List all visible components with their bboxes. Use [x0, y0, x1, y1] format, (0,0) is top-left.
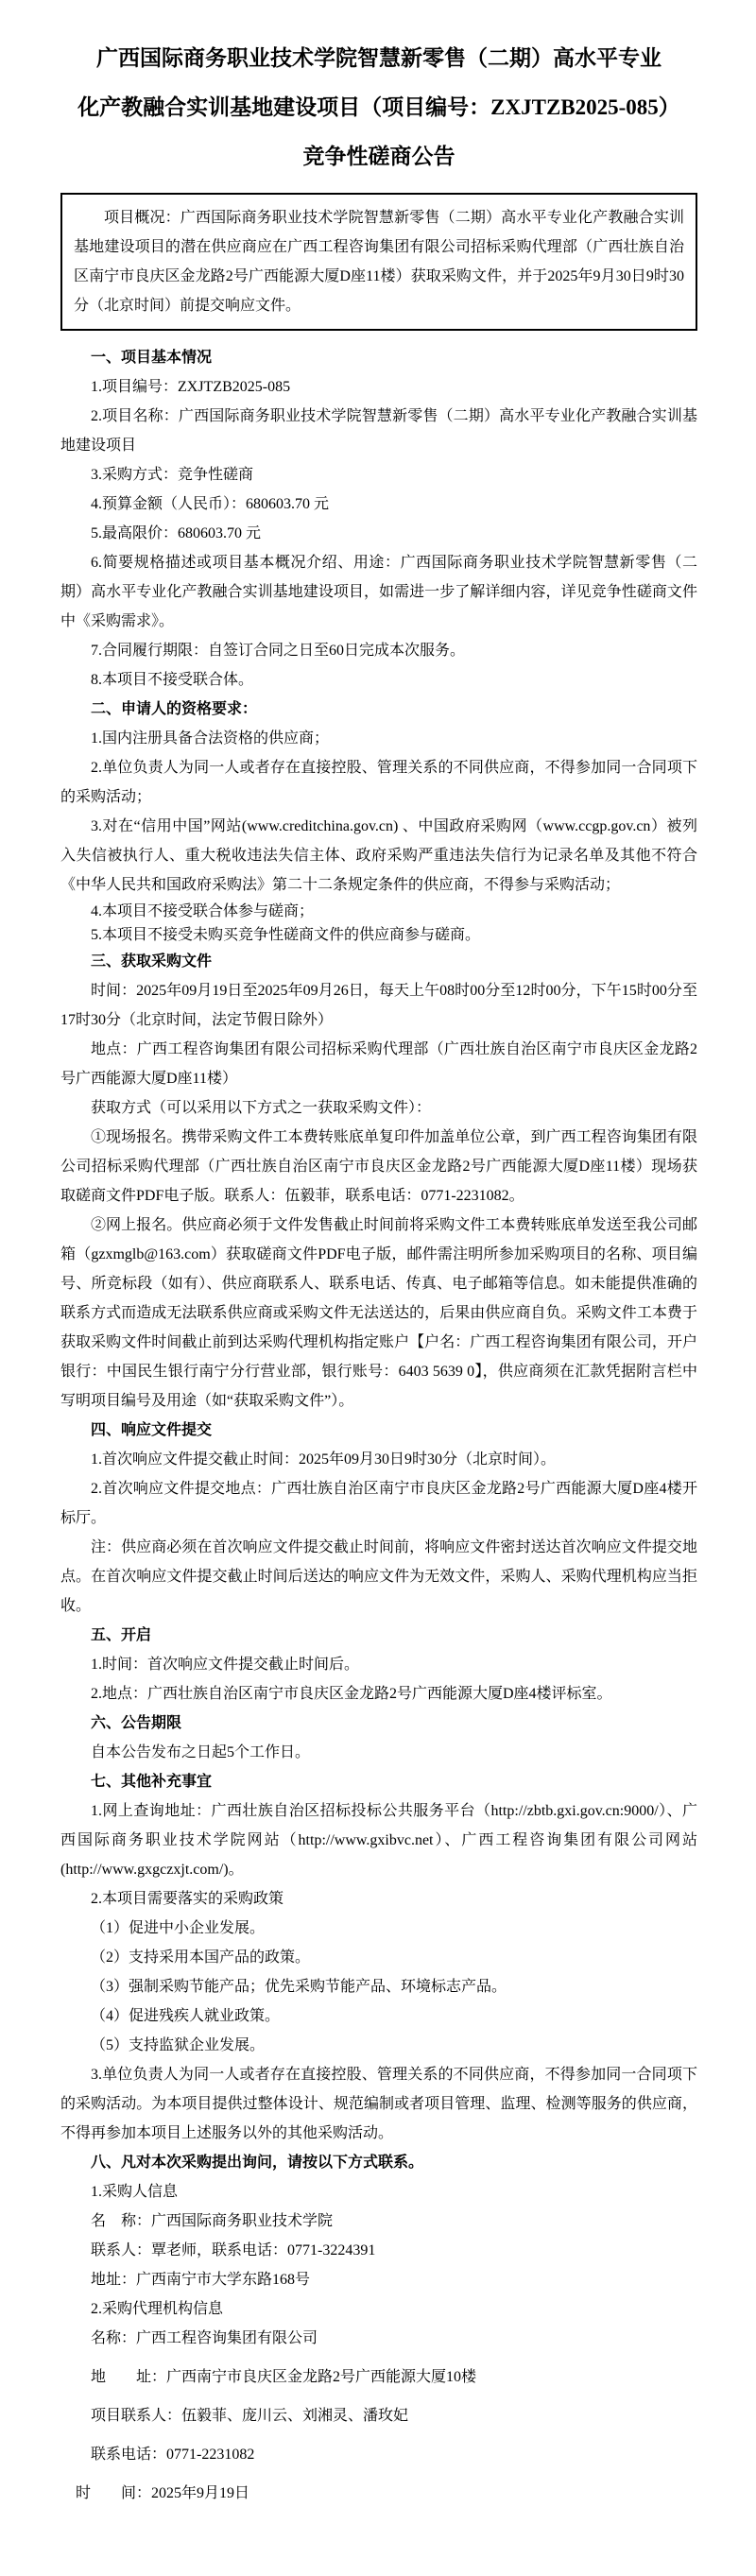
- paragraph: 2.本项目需要落实的采购政策: [91, 1891, 284, 1907]
- title-line-2: 化产教融合实训基地建设项目（项目编号：ZXJTZB2025-085）: [77, 95, 680, 119]
- announcement-title: [60, 34, 697, 181]
- project-overview-text: 项目概况：广西国际商务职业技术学院智慧新零售（二期）高水平专业化产教融合实训基地建设项目的潜在供应商应在广西工程咨询集团有限公司招标采购代理部（广西壮族自治区南宁市良庆区金龙路2号广西能源大厦D座11楼）获取采购文件，并于2025年9月30日9时30分（北京时间）前提交响应文件。: [74, 210, 684, 314]
- section-heading: 七、其他补充事宜: [91, 1774, 213, 1790]
- section-heading: 二、申请人的资格要求：: [91, 701, 258, 717]
- paragraph: 自本公告发布之日起5个工作日。: [91, 1744, 311, 1760]
- paragraph: （4）促进残疾人就业政策。: [91, 2008, 281, 2024]
- paragraph: 5.本项目不接受未购买竞争性磋商文件的供应商参与磋商。: [91, 927, 481, 943]
- paragraph: 项目联系人：伍毅菲、庞川云、刘湘灵、潘玫妃: [91, 2408, 409, 2424]
- paragraph: （3）强制采购节能产品；优先采购节能产品、环境标志产品。: [91, 1979, 507, 1995]
- paragraph: 4.预算金额（人民币）：680603.70 元: [91, 496, 330, 512]
- paragraph: 时间：2025年09月19日至2025年09月26日，每天上午08时00分至12时00分，下午15时00分至17时30分（北京时间，法定节假日除外）: [60, 983, 697, 1028]
- paragraph: 3.采购方式：竞争性磋商: [91, 467, 254, 483]
- document-body: [60, 343, 697, 2508]
- paragraph: 地址：广西南宁市大学东路168号: [91, 2272, 311, 2288]
- section-heading: 五、开启: [91, 1627, 152, 1643]
- paragraph: 4.本项目不接受联合体参与磋商；: [91, 903, 315, 919]
- paragraph: 1.项目编号：ZXJTZB2025-085: [91, 379, 291, 395]
- paragraph: 1.时间：首次响应文件提交截止时间后。: [91, 1657, 360, 1673]
- paragraph: 7.合同履行期限：自签订合同之日至60日完成本次服务。: [91, 643, 466, 659]
- section-heading: 六、公告期限: [91, 1715, 182, 1731]
- paragraph: 8.本项目不接受联合体。: [91, 672, 254, 688]
- section-heading: 八、凡对本次采购提出询问，请按以下方式联系。: [91, 2155, 424, 2171]
- paragraph: 名 称：广西国际商务职业技术学院: [91, 2213, 334, 2229]
- section-heading: 一、项目基本情况: [91, 350, 213, 366]
- paragraph: 6.简要规格描述或项目基本概况介绍、用途：广西国际商务职业技术学院智慧新零售（二期）高水平专业化产教融合实训基地建设项目，如需进一步了解详细内容，详见竞争性磋商文件中《采购需求》。: [60, 555, 697, 629]
- paragraph: 联系人：覃老师，联系电话：0771-3224391: [91, 2242, 376, 2258]
- paragraph: 1.国内注册具备合法资格的供应商；: [91, 730, 330, 747]
- paragraph: 1.网上查询地址：广西壮族自治区招标投标公共服务平台（http://zbtb.gxi.gov.cn:9000/）、广西国际商务职业技术学院网站（http://www.gxibvc.net）、广西工程咨询集团有限公司网站(http://www.gxgczxjt.com/)。: [60, 1803, 697, 1878]
- paragraph: 2.采购代理机构信息: [91, 2301, 224, 2317]
- paragraph: 5.最高限价：680603.70 元: [91, 525, 262, 541]
- paragraph: 1.采购人信息: [91, 2184, 179, 2200]
- title-line-3: 竞争性磋商公告: [302, 145, 455, 168]
- paragraph: 2.单位负责人为同一人或者存在直接控股、管理关系的不同供应商，不得参加同一合同项下的采购活动；: [60, 760, 697, 805]
- paragraph: 3.对在“信用中国”网站(www.creditchina.gov.cn) 、中国政府采购网（www.ccgp.gov.cn）被列入失信被执行人、重大税收违法失信主体、政府采购严重违法失信行为记录名单及其他不符合《中华人民共和国政府采购法》第二十二条规定条件的供应商，不得参与采购活动；: [60, 818, 697, 893]
- project-overview-box: [60, 193, 697, 331]
- paragraph: 获取方式（可以采用以下方式之一获取采购文件）：: [91, 1100, 432, 1116]
- paragraph: 地 址：广西南宁市良庆区金龙路2号广西能源大厦10楼: [91, 2369, 477, 2385]
- paragraph: ②网上报名。供应商必须于文件发售截止时间前将采购文件工本费转账底单发送至我公司邮箱（gzxmglb@163.com）获取磋商文件PDF电子版，邮件需注明所参加采购项目的名称、项目编号、所竞标段（如有）、供应商联系人、联系电话、传真、电子邮箱等信息。如未能提供准确的联系方式而造成无法联系供应商或采购文件无法送达的，后果由供应商自负。采购文件工本费于获取采购文件时间截止前到达采购代理机构指定账户【户名：广西工程咨询集团有限公司，开户银行：中国民生银行南宁分行营业部，银行账号：6403 5639 0】，供应商须在汇款凭据附言栏中写明项目编号及用途（如“获取采购文件”）。: [60, 1217, 697, 1409]
- paragraph: 注：供应商必须在首次响应文件提交截止时间前，将响应文件密封送达首次响应文件提交地点。在首次响应文件提交截止时间后送达的响应文件为无效文件，采购人、采购代理机构应当拒收。: [60, 1539, 697, 1614]
- paragraph: 1.首次响应文件提交截止时间：2025年09月30日9时30分（北京时间）。: [91, 1451, 557, 1468]
- paragraph: 时 间：2025年9月19日: [76, 2485, 250, 2501]
- paragraph: （1）促进中小企业发展。: [91, 1920, 266, 1936]
- paragraph: 联系电话：0771-2231082: [91, 2447, 255, 2463]
- paragraph: （5）支持监狱企业发展。: [91, 2037, 266, 2053]
- paragraph: ①现场报名。携带采购文件工本费转账底单复印件加盖单位公章，到广西工程咨询集团有限公司招标采购代理部（广西壮族自治区南宁市良庆区金龙路2号广西能源大厦D座11楼）现场获取磋商文件PDF电子版。联系人：伍毅菲，联系电话：0771-2231082。: [60, 1129, 697, 1204]
- section-heading: 四、响应文件提交: [91, 1422, 213, 1438]
- section-heading: 三、获取采购文件: [91, 953, 213, 970]
- paragraph: 2.地点：广西壮族自治区南宁市良庆区金龙路2号广西能源大厦D座4楼评标室。: [91, 1686, 612, 1702]
- paragraph: （2）支持采用本国产品的政策。: [91, 1949, 311, 1966]
- paragraph: 名称：广西工程咨询集团有限公司: [91, 2330, 318, 2346]
- paragraph: 地点：广西工程咨询集团有限公司招标采购代理部（广西壮族自治区南宁市良庆区金龙路2号广西能源大厦D座11楼）: [60, 1041, 697, 1087]
- title-line-1: 广西国际商务职业技术学院智慧新零售（二期）高水平专业: [96, 46, 662, 70]
- paragraph: 3.单位负责人为同一人或者存在直接控股、管理关系的不同供应商，不得参加同一合同项下的采购活动。为本项目提供过整体设计、规范编制或者项目管理、监理、检测等服务的供应商，不得再参加本项目上述服务以外的其他采购活动。: [60, 2067, 697, 2141]
- paragraph: 2.项目名称：广西国际商务职业技术学院智慧新零售（二期）高水平专业化产教融合实训基地建设项目: [60, 408, 697, 454]
- paragraph: 2.首次响应文件提交地点：广西壮族自治区南宁市良庆区金龙路2号广西能源大厦D座4楼开标厅。: [60, 1481, 697, 1526]
